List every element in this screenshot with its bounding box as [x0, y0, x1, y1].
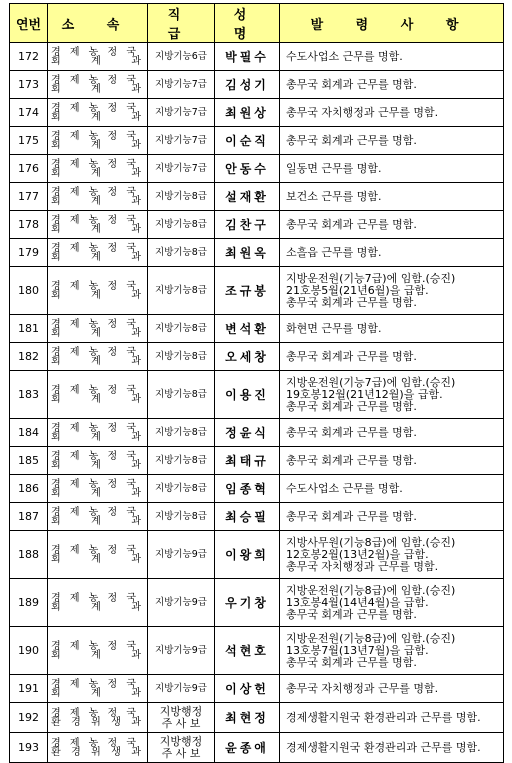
dept-line-1: 경 제 농 정 국 [51, 318, 140, 330]
cell-name: 조규봉 [215, 267, 280, 315]
personnel-table-container [9, 3, 503, 763]
dept-line-2: 회 계 과 [51, 327, 144, 339]
dept-line-2: 환 경 위 생 과 [51, 716, 144, 728]
dept-line-2: 회 계 과 [51, 223, 144, 235]
dept-line-1: 경 제 농 정 국 [51, 46, 140, 58]
desc-line: 경제생활지원국 환경관리과 근무를 명함. [286, 740, 481, 754]
cell-dept [48, 419, 148, 447]
cell-grade: 지방기능7급 [148, 99, 215, 127]
cell-no: 178 [10, 211, 48, 239]
dept-line-1: 경 제 농 정 국 [51, 707, 140, 719]
dept-line-2: 회 계 과 [51, 83, 144, 95]
cell-desc [280, 447, 504, 475]
cell-name: 최태규 [215, 447, 280, 475]
cell-name: 변석환 [215, 315, 280, 343]
dept-line-1: 경 제 농 정 국 [51, 737, 140, 749]
cell-grade: 지방기능8급 [148, 475, 215, 503]
cell-name: 석현호 [215, 627, 280, 675]
desc-line: 총무국 회계과 근무를 명함. [286, 453, 417, 467]
cell-dept [48, 239, 148, 267]
dept-line-1: 경 제 농 정 국 [51, 102, 140, 114]
dept-line-1: 경 제 농 정 국 [51, 592, 140, 604]
table-row [10, 675, 504, 703]
cell-grade: 지방기능8급 [148, 267, 215, 315]
desc-line: 13호봉7월(13년7월)을 급함. [286, 643, 429, 657]
table-row [10, 447, 504, 475]
table-row [10, 43, 504, 71]
desc-line: 보건소 근무를 명함. [286, 189, 382, 203]
table-row [10, 371, 504, 419]
desc-line: 21호봉5월(21년6월)을 급함. [286, 283, 429, 297]
cell-dept [48, 371, 148, 419]
dept-line-2: 회 계 과 [51, 459, 144, 471]
desc-line: 총무국 회계과 근무를 명함. [286, 655, 417, 669]
desc-line: 총무국 회계과 근무를 명함. [286, 77, 417, 91]
desc-line: 총무국 자치행정과 근무를 명함. [286, 105, 439, 119]
cell-no: 186 [10, 475, 48, 503]
desc-line: 총무국 회계과 근무를 명함. [286, 295, 417, 309]
desc-line: 일동면 근무를 명함. [286, 161, 382, 175]
cell-name: 안동수 [215, 155, 280, 183]
desc-line: 지방운전원(기능7급)에 임함.(승진) [286, 375, 456, 389]
dept-line-2: 회 계 과 [51, 687, 144, 699]
grade-line-1: 지방행정 [159, 734, 203, 748]
cell-grade: 지방기능8급 [148, 183, 215, 211]
dept-line-2: 회 계 과 [51, 195, 144, 207]
grade-line-2: 주 사 보 [161, 716, 201, 730]
cell-dept [48, 733, 148, 763]
cell-desc [280, 267, 504, 315]
grade-line-2: 주 사 보 [161, 746, 201, 760]
desc-line: 지방운전원(기능7급)에 임함.(승진) [286, 271, 456, 285]
cell-desc [280, 43, 504, 71]
desc-line: 화현면 근무를 명함. [286, 321, 382, 335]
desc-line: 총무국 회계과 근무를 명함. [286, 217, 417, 231]
desc-line: 수도사업소 근무를 명함. [286, 481, 403, 495]
table-row [10, 99, 504, 127]
desc-line: 경제생활지원국 환경관리과 근무를 명함. [286, 710, 481, 724]
dept-line-2: 회 계 과 [51, 139, 144, 151]
cell-dept [48, 447, 148, 475]
cell-no: 192 [10, 703, 48, 733]
cell-grade [148, 703, 215, 733]
desc-line: 총무국 자치행정과 근무를 명함. [286, 559, 439, 573]
personnel-table [9, 3, 504, 763]
cell-desc [280, 579, 504, 627]
cell-no: 181 [10, 315, 48, 343]
table-row [10, 703, 504, 733]
dept-line-2: 회 계 과 [51, 487, 144, 499]
header-name: 성 명 [215, 4, 280, 43]
dept-line-1: 경 제 농 정 국 [51, 544, 140, 556]
table-row [10, 315, 504, 343]
header-grade: 직 급 [148, 4, 215, 43]
dept-line-2: 환 경 위 생 과 [51, 746, 144, 758]
cell-name: 최승필 [215, 503, 280, 531]
cell-grade: 지방기능6급 [148, 43, 215, 71]
cell-name: 이상헌 [215, 675, 280, 703]
dept-line-2: 회 계 과 [51, 431, 144, 443]
cell-desc [280, 315, 504, 343]
cell-grade: 지방기능7급 [148, 155, 215, 183]
table-row [10, 579, 504, 627]
dept-line-2: 회 계 과 [51, 601, 144, 613]
cell-no: 187 [10, 503, 48, 531]
table-row [10, 155, 504, 183]
cell-grade: 지방기능8급 [148, 343, 215, 371]
cell-name: 김찬구 [215, 211, 280, 239]
cell-dept [48, 703, 148, 733]
cell-name: 이왕희 [215, 531, 280, 579]
cell-grade: 지방기능9급 [148, 627, 215, 675]
table-row [10, 419, 504, 447]
desc-line: 수도사업소 근무를 명함. [286, 49, 403, 63]
cell-no: 182 [10, 343, 48, 371]
cell-dept [48, 579, 148, 627]
cell-dept [48, 531, 148, 579]
cell-desc [280, 343, 504, 371]
cell-no: 179 [10, 239, 48, 267]
desc-line: 지방사무원(기능8급)에 임함.(승진) [286, 535, 456, 549]
cell-dept [48, 71, 148, 99]
dept-line-1: 경 제 농 정 국 [51, 678, 140, 690]
desc-line: 13호봉4월(14년4월)을 급함. [286, 595, 429, 609]
cell-dept [48, 503, 148, 531]
dept-line-1: 경 제 농 정 국 [51, 450, 140, 462]
desc-line: 총무국 자치행정과 근무를 명함. [286, 681, 439, 695]
table-row [10, 127, 504, 155]
cell-dept [48, 155, 148, 183]
cell-no: 188 [10, 531, 48, 579]
dept-line-1: 경 제 농 정 국 [51, 506, 140, 518]
cell-dept [48, 211, 148, 239]
desc-line: 총무국 회계과 근무를 명함. [286, 133, 417, 147]
cell-no: 175 [10, 127, 48, 155]
cell-dept [48, 267, 148, 315]
dept-line-2: 회 계 과 [51, 55, 144, 67]
cell-no: 183 [10, 371, 48, 419]
cell-no: 172 [10, 43, 48, 71]
cell-no: 184 [10, 419, 48, 447]
dept-line-1: 경 제 농 정 국 [51, 478, 140, 490]
cell-desc [280, 627, 504, 675]
cell-no: 180 [10, 267, 48, 315]
table-row [10, 627, 504, 675]
cell-desc [280, 71, 504, 99]
cell-desc [280, 99, 504, 127]
grade-line-1: 지방행정 [159, 704, 203, 718]
cell-no: 190 [10, 627, 48, 675]
cell-name: 임종혁 [215, 475, 280, 503]
dept-line-2: 회 계 과 [51, 553, 144, 565]
dept-line-1: 경 제 농 정 국 [51, 640, 140, 652]
desc-line: 총무국 회계과 근무를 명함. [286, 425, 417, 439]
dept-line-2: 회 계 과 [51, 355, 144, 367]
cell-name: 오세창 [215, 343, 280, 371]
dept-line-1: 경 제 농 정 국 [51, 214, 140, 226]
cell-name: 설재환 [215, 183, 280, 211]
cell-desc [280, 675, 504, 703]
cell-grade: 지방기능8급 [148, 315, 215, 343]
desc-line: 총무국 회계과 근무를 명함. [286, 607, 417, 621]
dept-line-1: 경 제 농 정 국 [51, 242, 140, 254]
cell-name: 최원상 [215, 99, 280, 127]
cell-grade [148, 733, 215, 763]
table-row [10, 183, 504, 211]
desc-line: 19호봉12월(21년12월)을 급함. [286, 387, 443, 401]
cell-dept [48, 127, 148, 155]
cell-desc [280, 155, 504, 183]
cell-name: 김성기 [215, 71, 280, 99]
table-row [10, 71, 504, 99]
cell-no: 191 [10, 675, 48, 703]
cell-no: 185 [10, 447, 48, 475]
cell-grade: 지방기능8급 [148, 211, 215, 239]
desc-line: 총무국 회계과 근무를 명함. [286, 349, 417, 363]
table-row [10, 211, 504, 239]
cell-grade: 지방기능8급 [148, 371, 215, 419]
dept-line-1: 경 제 농 정 국 [51, 74, 140, 86]
table-row [10, 239, 504, 267]
cell-desc [280, 239, 504, 267]
table-row [10, 733, 504, 763]
desc-line: 총무국 회계과 근무를 명함. [286, 399, 417, 413]
desc-line: 지방운전원(기능8급)에 임함.(승진) [286, 631, 456, 645]
dept-line-2: 회 계 과 [51, 649, 144, 661]
cell-desc [280, 733, 504, 763]
table-row [10, 531, 504, 579]
header-dept: 소 속 [48, 4, 148, 43]
cell-grade: 지방기능9급 [148, 675, 215, 703]
cell-name: 최원옥 [215, 239, 280, 267]
cell-name: 박필수 [215, 43, 280, 71]
cell-name: 정윤식 [215, 419, 280, 447]
desc-line: 소흘읍 근무를 명함. [286, 245, 382, 259]
cell-grade: 지방기능8급 [148, 419, 215, 447]
cell-dept [48, 99, 148, 127]
desc-line: 12호봉2월(13년2월)을 급함. [286, 547, 429, 561]
cell-desc [280, 475, 504, 503]
cell-desc [280, 183, 504, 211]
cell-grade: 지방기능9급 [148, 579, 215, 627]
cell-no: 176 [10, 155, 48, 183]
cell-name: 이순직 [215, 127, 280, 155]
cell-desc [280, 127, 504, 155]
dept-line-2: 회 계 과 [51, 515, 144, 527]
cell-desc [280, 419, 504, 447]
cell-no: 177 [10, 183, 48, 211]
cell-no: 193 [10, 733, 48, 763]
cell-dept [48, 675, 148, 703]
cell-grade: 지방기능9급 [148, 531, 215, 579]
cell-no: 173 [10, 71, 48, 99]
cell-desc [280, 211, 504, 239]
cell-grade: 지방기능8급 [148, 503, 215, 531]
dept-line-1: 경 제 농 정 국 [51, 346, 140, 358]
dept-line-1: 경 제 농 정 국 [51, 186, 140, 198]
cell-dept [48, 343, 148, 371]
header-desc: 발 령 사 항 [280, 4, 504, 43]
cell-no: 189 [10, 579, 48, 627]
cell-desc [280, 503, 504, 531]
header-row [10, 4, 504, 43]
cell-name: 우기창 [215, 579, 280, 627]
cell-desc [280, 703, 504, 733]
cell-dept [48, 43, 148, 71]
cell-no: 174 [10, 99, 48, 127]
dept-line-1: 경 제 농 정 국 [51, 158, 140, 170]
cell-grade: 지방기능7급 [148, 71, 215, 99]
dept-line-1: 경 제 농 정 국 [51, 280, 140, 292]
table-row [10, 343, 504, 371]
cell-dept [48, 627, 148, 675]
dept-line-2: 회 계 과 [51, 251, 144, 263]
dept-line-2: 회 계 과 [51, 289, 144, 301]
header-no: 연번 [10, 4, 48, 43]
dept-line-1: 경 제 농 정 국 [51, 384, 140, 396]
cell-grade: 지방기능8급 [148, 239, 215, 267]
cell-grade: 지방기능8급 [148, 447, 215, 475]
dept-line-2: 회 계 과 [51, 393, 144, 405]
dept-line-2: 회 계 과 [51, 111, 144, 123]
dept-line-1: 경 제 농 정 국 [51, 130, 140, 142]
cell-name: 최현정 [215, 703, 280, 733]
cell-dept [48, 475, 148, 503]
table-body [10, 43, 504, 763]
cell-grade: 지방기능7급 [148, 127, 215, 155]
cell-desc [280, 371, 504, 419]
cell-dept [48, 183, 148, 211]
dept-line-1: 경 제 농 정 국 [51, 422, 140, 434]
cell-desc [280, 531, 504, 579]
table-row [10, 267, 504, 315]
cell-name: 이용진 [215, 371, 280, 419]
desc-line: 지방운전원(기능8급)에 임함.(승진) [286, 583, 456, 597]
dept-line-2: 회 계 과 [51, 167, 144, 179]
cell-dept [48, 315, 148, 343]
desc-line: 총무국 회계과 근무를 명함. [286, 509, 417, 523]
table-row [10, 503, 504, 531]
cell-name: 윤종애 [215, 733, 280, 763]
table-row [10, 475, 504, 503]
